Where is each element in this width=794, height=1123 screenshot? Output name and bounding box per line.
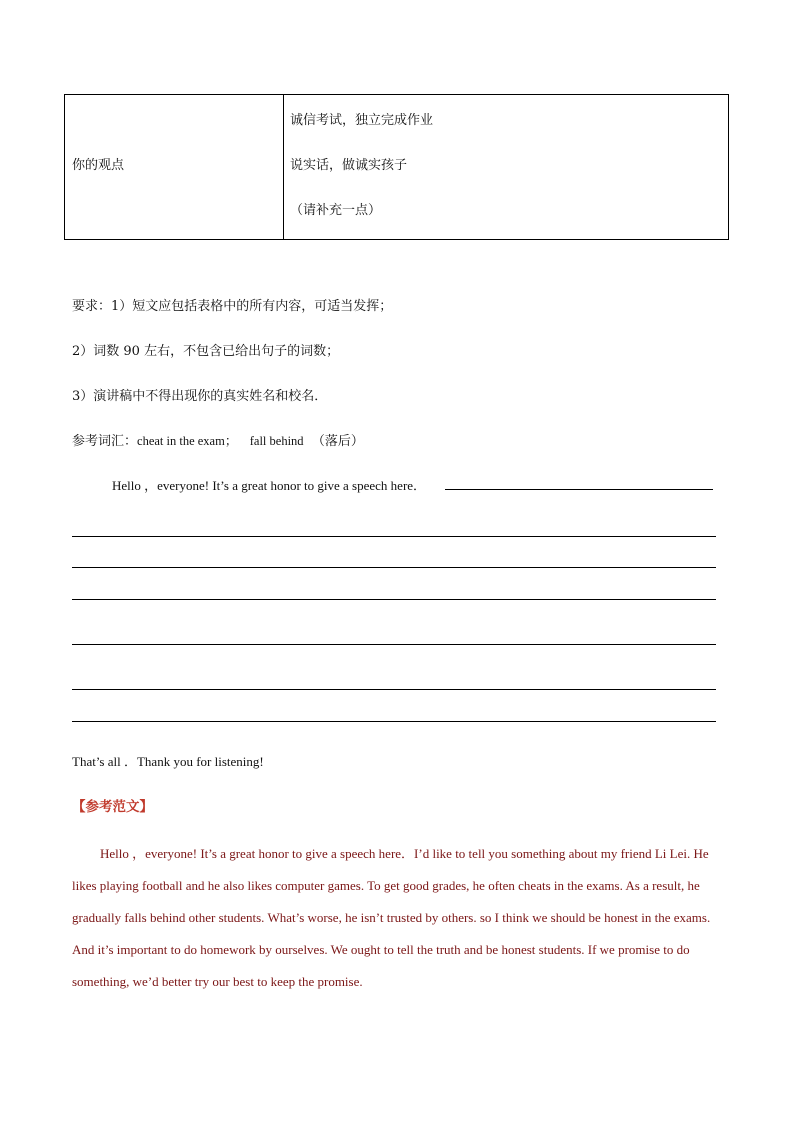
reference-vocabulary: [72, 430, 364, 449]
writing-blank-opening[interactable]: [445, 489, 713, 490]
opinion-point-1: 诚信考试，独立完成作业: [290, 113, 434, 128]
opinion-table-content-cell: [284, 95, 728, 239]
vocab-term-2: fall behind: [249, 434, 304, 448]
speech-opening: Hello ，everyone! It’s a great honor to give a speech here．: [112, 478, 427, 493]
writing-line[interactable]: [72, 721, 716, 722]
writing-line[interactable]: [72, 644, 716, 645]
opinion-table-label-cell: [65, 95, 284, 239]
vocab-term-1: cheat in the exam；: [137, 434, 238, 448]
writing-line[interactable]: [72, 599, 716, 600]
vocab-label: 参考词汇：: [72, 434, 138, 449]
vocab-term-2-note: （落后）: [311, 434, 364, 449]
speech-closing: That’s all ．Thank you for listening!: [72, 754, 264, 769]
requirement-1: 要求：1）短文应包括表格中的所有内容，可适当发挥；: [72, 299, 393, 314]
sample-essay-title: 【参考范文】: [72, 799, 153, 815]
opinion-label: 你的观点: [72, 158, 125, 173]
writing-line[interactable]: [72, 536, 716, 537]
writing-line[interactable]: [72, 567, 716, 568]
writing-line[interactable]: [72, 689, 716, 690]
opinion-point-3: （请补充一点）: [290, 203, 382, 218]
opinion-table: [64, 94, 729, 240]
requirement-2: 2）词数 90 左右，不包含已给出句子的词数；: [72, 344, 340, 359]
opinion-point-2: 说实话，做诚实孩子: [290, 158, 408, 173]
requirement-3: 3）演讲稿中不得出现你的真实姓名和校名．: [72, 389, 328, 404]
sample-essay-text: Hello ，everyone! It’s a great honor to give a speech here．I’d like to tell you something about my friend Li Lei. He likes playing football and he also likes computer games. To get good grades, he often cheats in the exams. As a result, he gradually falls behind other students. What’s worse, he isn’t trusted by others. so I think we should be honest in the exams. And it’s important to do homework by ourselves. We ought to tell the truth and be honest students. If we promise to do something, we’d better try our best to keep the promise.: [72, 846, 711, 989]
